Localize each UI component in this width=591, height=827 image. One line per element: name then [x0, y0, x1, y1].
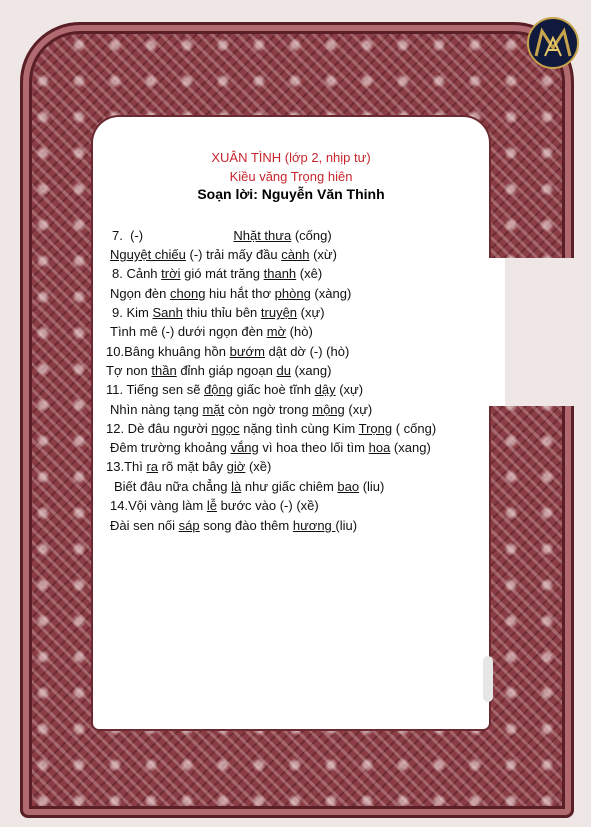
- underlined-word: mờ: [266, 324, 287, 339]
- underlined-word: mặt: [202, 402, 225, 417]
- underlined-word: động: [204, 382, 233, 397]
- lyric-text: (xê): [296, 266, 323, 281]
- lyric-text: (xề): [245, 459, 272, 474]
- underlined-word: dậy: [314, 382, 336, 397]
- lyric-text: thiu thỉu bên: [182, 305, 261, 320]
- lyric-text: như giấc chiêm: [241, 479, 338, 494]
- lyric-text: 11. Tiếng sen sẽ: [106, 382, 205, 397]
- lyric-text: Đêm trường khoảng: [110, 440, 231, 455]
- lyric-text: rõ mặt bây: [158, 459, 227, 474]
- lyric-text: vì hoa theo lối tìm: [258, 440, 369, 455]
- lyric-text: (hò): [286, 324, 313, 339]
- lyric-text: (-) trải mấy đầu: [185, 247, 282, 262]
- underlined-word: ngọc: [211, 421, 240, 436]
- lyric-text: 10.Bâng khuâng hồn: [106, 344, 230, 359]
- underlined-word: cành: [281, 247, 310, 262]
- author-line: [93, 186, 489, 202]
- lyric-line: [110, 518, 357, 533]
- underlined-word: Sanh: [152, 305, 183, 320]
- author-label: Soạn lời:: [197, 186, 258, 202]
- lyric-text: hiu hắt thơ: [205, 286, 275, 301]
- lyric-text: 13.Thì: [106, 459, 147, 474]
- lyric-line: [112, 305, 325, 320]
- underlined-word: giờ: [226, 459, 246, 474]
- lyric-text: (xự): [297, 305, 325, 320]
- underlined-word: lễ: [206, 498, 217, 513]
- lyric-text: 12. Dè đâu người: [106, 421, 212, 436]
- lyric-text: (xang): [290, 363, 332, 378]
- lyric-line: [110, 440, 431, 455]
- lyric-line: [112, 266, 322, 281]
- lyric-text: Tợ non: [106, 363, 152, 378]
- lyric-text: dật dờ (-) (hò): [264, 344, 350, 359]
- lyric-text: (liu): [335, 518, 358, 533]
- lyric-text: 14.Vội vàng làm: [110, 498, 207, 513]
- lyric-line: [106, 382, 363, 397]
- underlined-word: du: [276, 363, 291, 378]
- lyric-text: gió mát trăng: [180, 266, 264, 281]
- underlined-word: hương: [292, 518, 336, 533]
- lyric-text: (xừ): [309, 247, 337, 262]
- lyric-line: [112, 228, 332, 243]
- underlined-word: Nhặt thưa: [233, 228, 292, 243]
- underlined-word: trời: [161, 266, 181, 281]
- underlined-word: sáp: [178, 518, 200, 533]
- lyric-text: còn ngờ trong: [224, 402, 313, 417]
- lyric-line: [106, 344, 349, 359]
- lyric-text: (xàng): [310, 286, 352, 301]
- lyric-text: ( cống): [392, 421, 437, 436]
- lyric-text: 9. Kim: [112, 305, 153, 320]
- lyric-text: Nhìn nàng tạng: [110, 402, 203, 417]
- lyric-line: [114, 479, 384, 494]
- lyric-text: (xự): [335, 382, 364, 397]
- lyric-text: (cống): [291, 228, 332, 243]
- lyric-text: Đài sen nối: [110, 518, 179, 533]
- frame-gap-right: [505, 258, 575, 406]
- lyric-line: [110, 286, 351, 301]
- lyric-line: [106, 363, 331, 378]
- lyric-text: 7. (-): [112, 228, 234, 243]
- underlined-word: Nguyệt chiếu: [110, 247, 186, 262]
- lyric-text: giấc hoè tĩnh: [232, 382, 315, 397]
- ma-logo-icon: [527, 17, 579, 69]
- lyric-text: Ngọn đèn: [110, 286, 170, 301]
- paper-extension: [487, 258, 505, 406]
- lyric-text: song đào thêm: [199, 518, 293, 533]
- lyric-line: [106, 459, 271, 474]
- lyric-text: bước vào (-) (xề): [216, 498, 319, 513]
- lyric-text: 8. Cảnh: [112, 266, 162, 281]
- lyric-text: nặng tình cùng Kim: [239, 421, 359, 436]
- underlined-word: mộng: [312, 402, 345, 417]
- underlined-word: thần: [151, 363, 177, 378]
- lyric-text: (xự): [344, 402, 373, 417]
- lyric-line: [110, 247, 337, 262]
- underlined-word: vắng: [230, 440, 259, 455]
- underlined-word: thanh: [263, 266, 297, 281]
- lyric-line: [106, 421, 436, 436]
- underlined-word: Trọng: [358, 421, 393, 436]
- underlined-word: truyện: [260, 305, 298, 320]
- underlined-word: ra: [146, 459, 159, 474]
- underlined-word: hoa: [368, 440, 391, 455]
- underlined-word: là: [231, 479, 242, 494]
- lyric-text: đỉnh giáp ngoạn: [176, 363, 277, 378]
- lyric-line: [110, 498, 319, 513]
- song-title: XUÂN TÌNH (lớp 2, nhịp tư): [211, 150, 371, 165]
- lyric-line: [110, 402, 372, 417]
- lyric-text: Biết đâu nữa chẳng: [114, 479, 232, 494]
- lyric-text: (liu): [359, 479, 385, 494]
- underlined-word: phòng: [274, 286, 311, 301]
- underlined-word: chong: [170, 286, 206, 301]
- song-subtitle: Kiều văng Trọng hiên: [229, 169, 353, 184]
- author-name: Nguyễn Văn Thinh: [261, 186, 385, 202]
- ma-monogram: [533, 26, 573, 60]
- scroll-handle[interactable]: [483, 656, 493, 702]
- lyric-text: Tình mê (-) dưới ngọn đèn: [110, 324, 267, 339]
- lyric-text: (xang): [390, 440, 431, 455]
- underlined-word: bướm: [229, 344, 265, 359]
- underlined-word: bao: [337, 479, 360, 494]
- lyric-line: [110, 324, 313, 339]
